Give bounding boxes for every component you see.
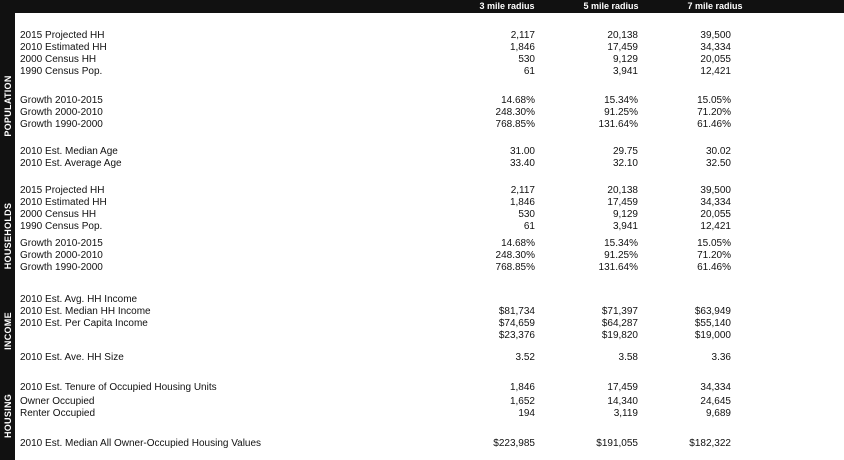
row-value-col-1: $223,985	[493, 438, 535, 449]
row-value-col-3: 9,689	[705, 408, 731, 419]
table-row	[20, 158, 840, 170]
row-value-col-3: 12,421	[700, 221, 731, 232]
row-value-col-1: $74,659	[498, 318, 535, 329]
row-value-col-1: 530	[518, 54, 535, 65]
row-label: Renter Occupied	[20, 408, 96, 419]
row-value-col-1: 768.85%	[495, 119, 535, 130]
row-value-col-2: 91.25%	[604, 250, 638, 261]
row-label: 2010 Est. Median HH Income	[20, 306, 151, 317]
row-value-col-1: 1,846	[509, 42, 535, 53]
row-value-col-3: 24,645	[700, 396, 731, 407]
section-sidebar	[0, 13, 15, 460]
row-value-col-2: 9,129	[612, 54, 638, 65]
row-value-col-3: 30.02	[705, 146, 731, 157]
row-value-col-2: 15.34%	[604, 95, 638, 106]
row-value-col-2: $64,287	[601, 318, 638, 329]
row-value-col-2: 3,119	[613, 408, 638, 419]
row-value-col-1: 14.68%	[501, 238, 535, 249]
table-row	[20, 438, 840, 450]
row-value-col-1: 1,652	[509, 396, 535, 407]
table-row	[20, 238, 840, 250]
row-value-col-3: 71.20%	[697, 250, 731, 261]
table-row	[20, 382, 840, 394]
row-value-col-3: 39,500	[700, 185, 731, 196]
row-value-col-2: 20,138	[607, 30, 638, 41]
row-label: Owner Occupied	[20, 396, 95, 407]
row-value-col-3: 20,055	[700, 54, 731, 65]
row-value-col-1: 248.30%	[495, 250, 535, 261]
row-value-col-1: 2,117	[510, 30, 535, 41]
section-households: HOUSEHOLDS	[2, 202, 13, 270]
row-label: 2010 Est. Per Capita Income	[20, 318, 148, 329]
column-header-5-mile: 5 mile radius	[583, 1, 639, 11]
row-label: Growth 2000-2010	[20, 107, 103, 118]
row-label: 2000 Census HH	[20, 209, 97, 220]
row-label: Growth 2000-2010	[20, 250, 103, 261]
row-label: Growth 2010-2015	[20, 95, 103, 106]
row-value-col-2: 3.58	[618, 352, 638, 363]
table-row	[20, 318, 840, 330]
row-label: 2010 Est. Tenure of Occupied Housing Units	[20, 382, 217, 393]
table-row	[20, 221, 840, 233]
row-label: 2010 Est. Ave. HH Size	[20, 352, 124, 363]
row-value-col-1: 1,846	[509, 382, 535, 393]
row-value-col-2: 3,941	[612, 221, 638, 232]
row-label: 1990 Census Pop.	[20, 66, 103, 77]
row-value-col-2: 15.34%	[604, 238, 638, 249]
table-row	[20, 250, 840, 262]
row-value-col-3: 34,334	[700, 197, 731, 208]
row-label: Growth 1990-2000	[20, 262, 103, 273]
table-row	[20, 408, 840, 420]
table-row	[20, 107, 840, 119]
row-value-col-1: 768.85%	[495, 262, 535, 273]
row-value-col-3: 34,334	[700, 382, 731, 393]
row-label: 2010 Estimated HH	[20, 197, 107, 208]
table-row	[20, 306, 840, 318]
row-value-col-3: 12,421	[700, 66, 731, 77]
row-label: 2010 Est. Median All Owner-Occupied Housing Values	[20, 438, 262, 449]
row-label: 1990 Census Pop.	[20, 221, 103, 232]
row-value-col-2: 29.75	[612, 146, 638, 157]
row-value-col-3: 15.05%	[697, 238, 731, 249]
table-row	[20, 66, 840, 78]
row-value-col-2: $71,397	[601, 306, 638, 317]
row-value-col-3: $182,322	[689, 438, 731, 449]
row-value-col-1: 14.68%	[501, 95, 535, 106]
section-housing: HOUSING	[2, 393, 13, 438]
row-value-col-1: 33.40	[509, 158, 535, 169]
table-row	[20, 209, 840, 221]
table-row	[20, 396, 840, 408]
row-value-col-1: 31.00	[509, 146, 535, 157]
row-value-col-1: 194	[518, 408, 535, 419]
row-value-col-2: 17,459	[607, 382, 638, 393]
section-income: INCOME	[2, 312, 13, 350]
row-label: 2010 Est. Average Age	[20, 158, 122, 169]
row-value-col-1: 248.30%	[495, 107, 535, 118]
row-value-col-2: 17,459	[607, 42, 638, 53]
row-value-col-1: $81,734	[498, 306, 535, 317]
row-value-col-2: 20,138	[607, 185, 638, 196]
row-value-col-1: 61	[523, 66, 535, 77]
row-value-col-3: 20,055	[700, 209, 731, 220]
row-value-col-3: $19,000	[694, 330, 731, 341]
column-header-bar	[0, 0, 844, 13]
row-label: Growth 1990-2000	[20, 119, 103, 130]
row-value-col-2: 91.25%	[604, 107, 638, 118]
row-value-col-1: 61	[523, 221, 535, 232]
row-value-col-1: 530	[518, 209, 535, 220]
row-value-col-2: 131.64%	[598, 119, 638, 130]
row-value-col-1: 2,117	[510, 185, 535, 196]
row-value-col-2: $191,055	[596, 438, 638, 449]
column-header-3-mile: 3 mile radius	[479, 1, 535, 11]
section-population: POPULATION	[2, 75, 13, 137]
row-value-col-3: $63,949	[694, 306, 731, 317]
row-value-col-3: 15.05%	[697, 95, 731, 106]
row-value-col-3: 39,500	[700, 30, 731, 41]
table-row	[20, 30, 840, 42]
row-value-col-3: $55,140	[694, 318, 731, 329]
row-value-col-2: 131.64%	[598, 262, 638, 273]
row-value-col-3: 34,334	[700, 42, 731, 53]
column-header-7-mile: 7 mile radius	[687, 1, 743, 11]
row-label: Growth 2010-2015	[20, 238, 103, 249]
table-row	[20, 185, 840, 197]
row-value-col-3: 61.46%	[697, 262, 731, 273]
row-label: 2015 Projected HH	[20, 185, 105, 196]
table-row	[20, 119, 840, 131]
row-value-col-3: 3.36	[711, 352, 731, 363]
row-label: 2010 Estimated HH	[20, 42, 107, 53]
row-value-col-1: 1,846	[509, 197, 535, 208]
row-label: 2010 Est. Avg. HH Income	[20, 294, 138, 305]
row-value-col-2: 9,129	[612, 209, 638, 220]
table-row	[20, 42, 840, 54]
row-label: 2015 Projected HH	[20, 30, 105, 41]
row-value-col-3: 71.20%	[697, 107, 731, 118]
table-row	[20, 95, 840, 107]
table-row	[20, 352, 840, 364]
table-row	[20, 262, 840, 274]
row-value-col-2: $19,820	[601, 330, 638, 341]
row-value-col-2: 32.10	[612, 158, 638, 169]
table-row	[20, 197, 840, 209]
table-row	[20, 294, 840, 306]
row-value-col-2: 3,941	[612, 66, 638, 77]
row-value-col-1: $23,376	[498, 330, 535, 341]
row-value-col-2: 17,459	[607, 197, 638, 208]
row-value-col-2: 14,340	[607, 396, 638, 407]
row-value-col-1: 3.52	[515, 352, 535, 363]
row-value-col-3: 61.46%	[697, 119, 731, 130]
table-row	[20, 330, 840, 342]
table-row	[20, 54, 840, 66]
row-label: 2010 Est. Median Age	[20, 146, 118, 157]
row-label: 2000 Census HH	[20, 54, 97, 65]
table-row	[20, 146, 840, 158]
row-value-col-3: 32.50	[705, 158, 731, 169]
